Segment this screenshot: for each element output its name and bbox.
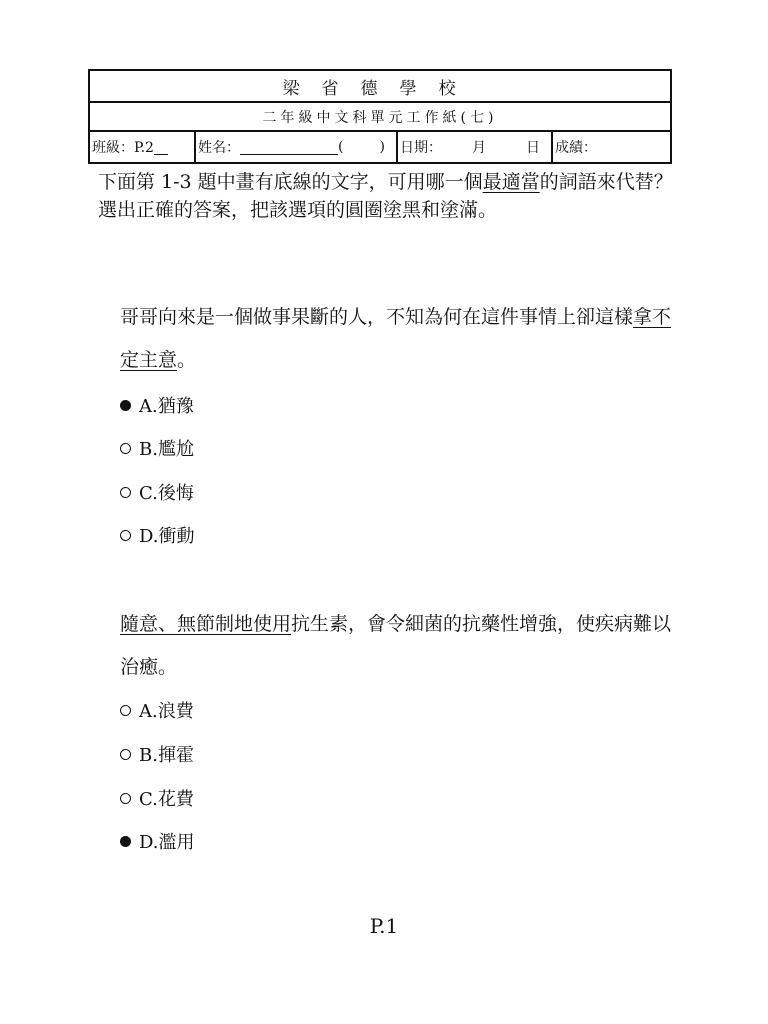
student-info-row	[90, 130, 670, 162]
class-cell	[90, 132, 194, 162]
day-label: 日	[526, 140, 540, 156]
question-2-option-a[interactable]	[120, 697, 194, 723]
name-blank[interactable]	[240, 139, 338, 155]
question-1-option-a[interactable]	[120, 392, 194, 418]
question-2-underlined: 隨意、無節制地使用	[120, 613, 292, 635]
radio-circle-icon[interactable]	[120, 836, 131, 847]
question-1-text-after: 。	[177, 349, 197, 371]
page-number: P.1	[369, 914, 399, 938]
radio-circle-icon[interactable]	[120, 530, 131, 541]
radio-circle-icon[interactable]	[120, 443, 131, 454]
name-cell	[194, 132, 396, 162]
class-number-paren-close: )	[379, 139, 385, 155]
question-2	[120, 603, 680, 689]
radio-circle-icon[interactable]	[120, 705, 131, 716]
score-cell	[551, 132, 670, 162]
class-label: 班級：P.2	[92, 140, 154, 156]
question-1-option-c[interactable]	[120, 479, 194, 505]
score-label: 成績：	[555, 140, 597, 156]
option-label: A.浪費	[139, 701, 194, 722]
radio-circle-icon[interactable]	[120, 487, 131, 498]
school-name-row	[90, 71, 670, 101]
worksheet-title-row	[90, 101, 670, 130]
option-label: A.猶豫	[139, 396, 194, 417]
question-1	[120, 296, 680, 382]
name-label: 姓名：	[198, 140, 240, 156]
worksheet-header	[88, 69, 672, 164]
month-label: 月	[472, 140, 486, 156]
class-blank[interactable]	[154, 139, 168, 155]
instructions-text-1: 下面第 1-3 題中畫有底線的文字，可用哪一個	[98, 171, 483, 193]
option-label: D.濫用	[139, 832, 195, 853]
radio-circle-icon[interactable]	[120, 793, 131, 804]
school-name: 梁省德學校	[282, 78, 478, 99]
question-2-text-after: 抗生素，會令細菌的抗藥性增強，使疾病難以治癒。	[120, 613, 672, 678]
question-2-option-c[interactable]	[120, 785, 194, 811]
question-2-option-d[interactable]	[120, 828, 195, 854]
radio-circle-icon[interactable]	[120, 400, 131, 411]
worksheet-title: 二年級中文科單元工作紙(七)	[262, 109, 498, 126]
question-1-option-b[interactable]	[120, 435, 194, 461]
option-label: C.後悔	[139, 483, 194, 504]
instructions-underlined: 最適當	[482, 171, 540, 193]
date-label: 日期：	[400, 140, 442, 156]
class-number-paren-open: (	[338, 139, 344, 155]
question-1-option-d[interactable]	[120, 522, 195, 548]
option-label: B.尷尬	[139, 439, 194, 460]
option-label: D.衝動	[139, 526, 195, 547]
instructions	[98, 168, 678, 224]
question-1-underlined: 拿不定主意	[120, 306, 672, 371]
option-label: C.花費	[139, 789, 194, 810]
date-cell	[396, 132, 551, 162]
instructions-text-2: 的詞語來代替？ 選出正確的答案，把該選項的圓圈塗黑和塗滿。	[98, 171, 673, 221]
question-1-text-before: 哥哥向來是一個做事果斷的人，不知為何在這件事情上卻這樣	[120, 306, 634, 328]
question-2-option-b[interactable]	[120, 741, 194, 767]
option-label: B.揮霍	[139, 745, 194, 766]
radio-circle-icon[interactable]	[120, 749, 131, 760]
